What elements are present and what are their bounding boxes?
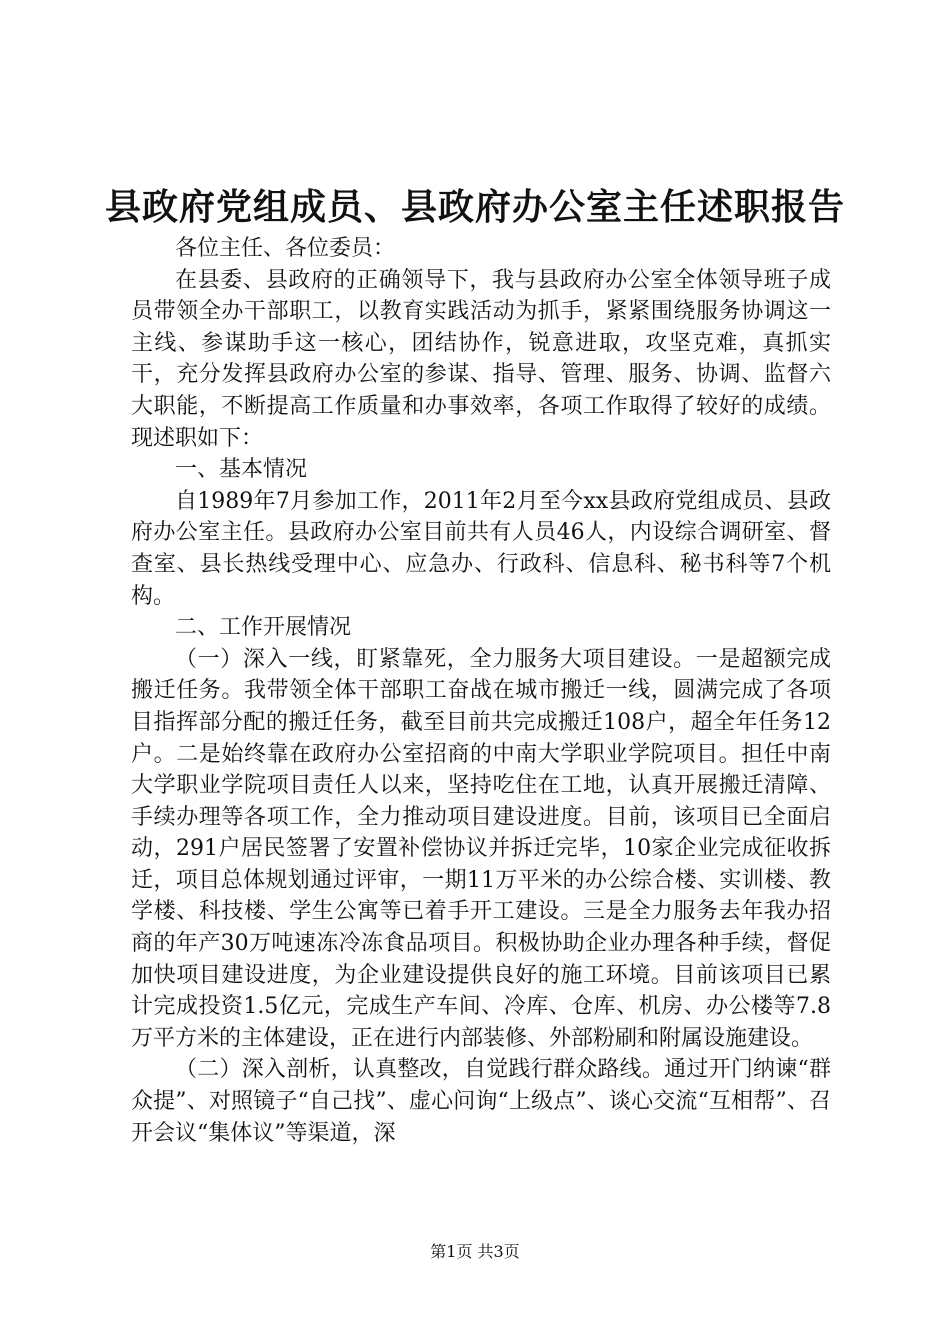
section-heading-work: 二、工作开展情况 [175,615,352,641]
document-body [131,233,831,1149]
salutation-paragraph: 各位主任、各位委员： [175,236,396,261]
work-paragraph-2: （二）深入剖析，认真整改，自觉践行群众路线。通过开门纳谏“群众提”、对照镜子“自己找”、虚心问询“上级点”、谈心交流“互相帮”、召开会议“集体议”等渠道，深 [131,1057,831,1146]
intro-paragraph: 在县委、县政府的正确领导下，我与县政府办公室全体领导班子成员带领全办干部职工，以教育实践活动为抓手，紧紧围绕服务协调这一主线、参谋助手这一核心，团结协作，锐意进取，攻坚克难，真抓实干，充分发挥县政府办公室的参谋、指导、管理、服务、协调、监督六大职能，不断提高工作质量和办事效率，各项工作取得了较好的成绩。现述职如下： [131,267,831,451]
document-title: 县政府党组成员、县政府办公室主任述职报告 [104,186,845,228]
section-heading-basic: 一、基本情况 [175,457,308,483]
work-paragraph-1: （一）深入一线，盯紧靠死，全力服务大项目建设。一是超额完成搬迁任务。我带领全体干部职工奋战在城市搬迁一线，圆满完成了各项目指挥部分配的搬迁任务，截至目前共完成搬迁108户，超全年任务12户。二是始终靠在政府办公室招商的中南大学职业学院项目。担任中南大学职业学院项目责任人以来，坚持吃住在工地，认真开展搬迁清障、手续办理等各项工作，全力推动项目建设进度。目前，该项目已全面启动，291户居民签署了安置补偿协议并拆迁完毕，10家企业完成征收拆迁，项目总体规划通过评审，一期11万平米的办公综合楼、实训楼、教学楼、科技楼、学生公寓等已着手开工建设。三是全力服务去年我办招商的年产30万吨速冻冷冻食品项目。积极协助企业办理各种手续，督促加快项目建设进度，为企业建设提供良好的施工环境。目前该项目已累计完成投资1.5亿元，完成生产车间、冷库、仓库、机房、办公楼等7.8万平方米的主体建设，正在进行内部装修、外部粉刷和附属设施建设。 [131,646,831,1051]
page-footer: 第1页 共3页 [430,1242,520,1261]
basic-info-paragraph: 自1989年7月参加工作，2011年2月至今xx县政府党组成员、县政府办公室主任。县政府办公室目前共有人员46人，内设综合调研室、督查室、县长热线受理中心、应急办、行政科、信息科、秘书科等7个机构。 [131,488,831,609]
